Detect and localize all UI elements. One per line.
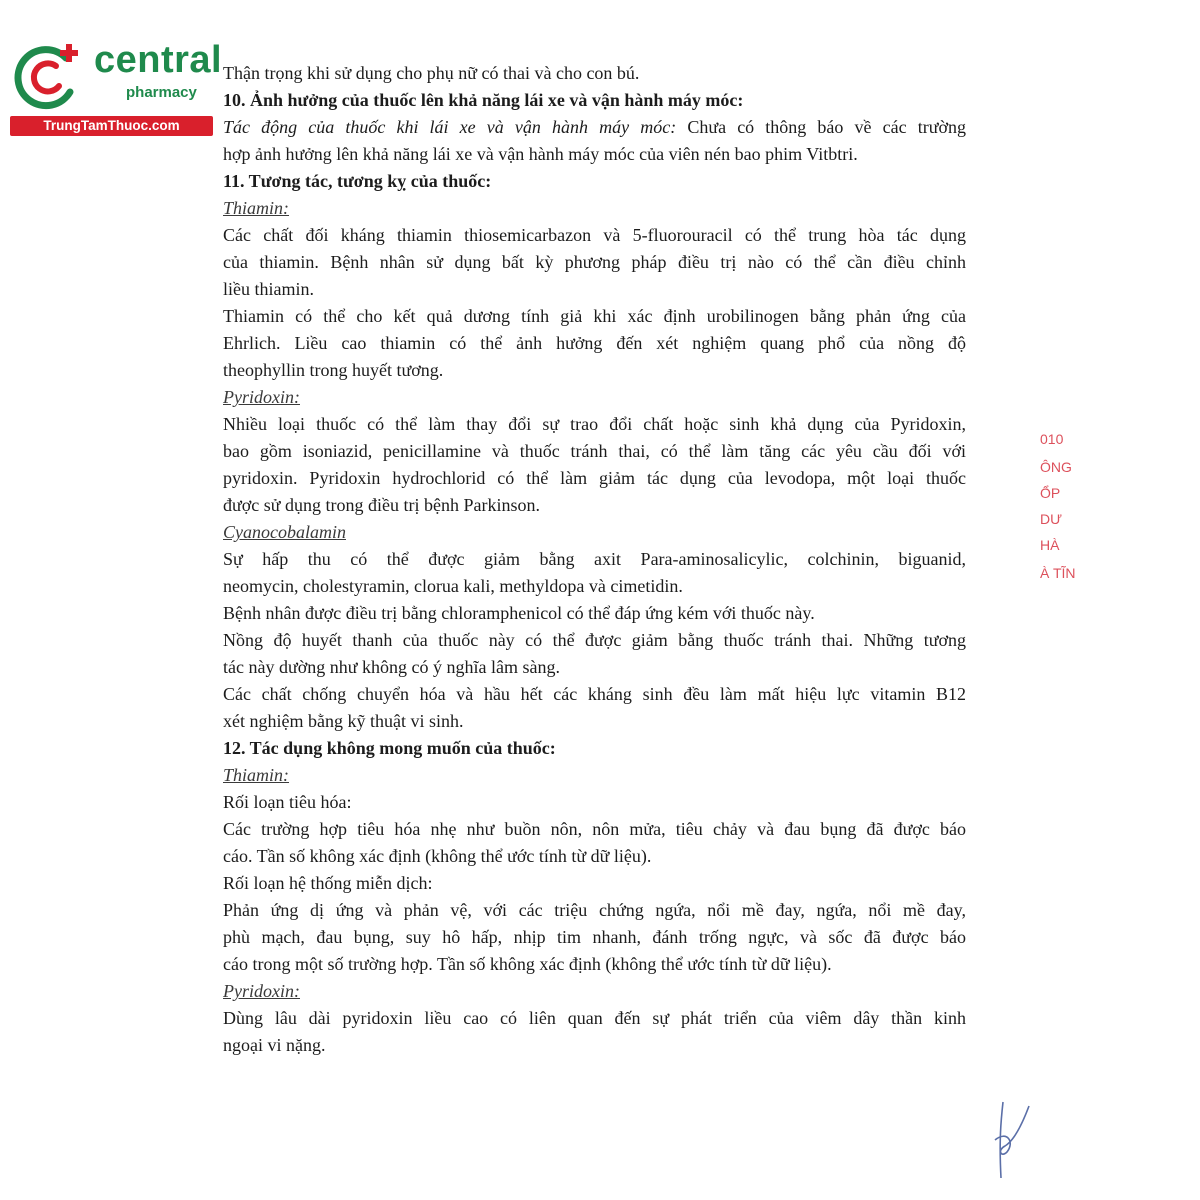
text-line: pyridoxin. Pyridoxin hydrochlorid có thể làm giảm tác dụng của levodopa, một loại thuốc	[223, 468, 966, 488]
text-line: Nhiều loại thuốc có thể làm thay đổi sự trao đổi chất hoặc sinh khả dụng của Pyridoxin,	[223, 414, 966, 434]
text-line: Phản ứng dị ứng và phản vệ, với các triệu chứng ngứa, nổi mề đay, ngứa, nổi mề đay,	[223, 900, 966, 920]
text-line: hợp ảnh hưởng lên khả năng lái xe và vận hành máy móc của viên nén bao phim Vitbtri.	[223, 144, 858, 164]
text-line: phù mạch, đau bụng, suy hô hấp, nhịp tim nhanh, đánh trống ngực, và sốc đã được báo	[223, 927, 966, 947]
italic-lead: Tác động của thuốc khi lái xe và vận hành máy móc:	[223, 117, 677, 137]
text-line: Thận trọng khi sử dụng cho phụ nữ có thai và cho con bú.	[223, 63, 640, 83]
logo-site-badge: TrungTamThuoc.com	[10, 116, 213, 136]
section-heading: 11. Tương tác, tương kỵ của thuốc:	[223, 171, 492, 191]
text-line: theophyllin trong huyết tương.	[223, 360, 444, 380]
section-heading: 10. Ảnh hưởng của thuốc lên khả năng lái xe và vận hành máy móc:	[223, 90, 744, 110]
text-line: Dùng lâu dài pyridoxin liều cao có liên quan đến sự phát triển của viêm dây thần kinh	[223, 1008, 966, 1028]
logo-brand-text: central	[94, 39, 223, 81]
logo-sub-text: pharmacy	[126, 84, 197, 101]
text-line: Rối loạn tiêu hóa:	[223, 792, 352, 812]
text-line: ngoại vi nặng.	[223, 1035, 326, 1055]
text-line: Các trường hợp tiêu hóa nhẹ như buồn nôn, nôn mửa, tiêu chảy và đau bụng đã được báo	[223, 819, 966, 839]
text-line: xét nghiệm bằng kỹ thuật vi sinh.	[223, 711, 464, 731]
stamp-fragment: 010	[1040, 431, 1064, 447]
subsection-label: Cyanocobalamin	[223, 522, 346, 542]
text-line: Bệnh nhân được điều trị bằng chloramphenicol có thể đáp ứng kém với thuốc này.	[223, 603, 815, 623]
text-line: Ehrlich. Liều cao thiamin có thể ảnh hưởng đến xét nghiệm quang phổ của nồng độ	[223, 333, 966, 353]
text-line: Sự hấp thu có thể được giảm bằng axit Para-aminosalicylic, colchinin, biguanid,	[223, 549, 966, 569]
document-body	[223, 60, 966, 1059]
central-pharmacy-logo	[8, 38, 223, 138]
text-line: cáo. Tần số không xác định (không thể ước tính từ dữ liệu).	[223, 846, 652, 866]
text-line: Rối loạn hệ thống miễn dịch:	[223, 873, 433, 893]
text-line: Thiamin có thể cho kết quả dương tính giả khi xác định urobilinogen bằng phản ứng của	[223, 306, 966, 326]
text-line: Nồng độ huyết thanh của thuốc này có thể được giảm bằng thuốc tránh thai. Những tương	[223, 630, 966, 650]
subsection-label: Pyridoxin:	[223, 387, 300, 407]
text-line: được sử dụng trong điều trị bệnh Parkinson.	[223, 495, 540, 515]
stamp-fragment: À TĨN	[1040, 565, 1076, 581]
subsection-label: Thiamin:	[223, 765, 290, 785]
subsection-label: Pyridoxin:	[223, 981, 300, 1001]
text-line: bao gồm isoniazid, penicillamine và thuốc tránh thai, có thể làm tăng các yêu cầu đối với	[223, 441, 966, 461]
subsection-label: Thiamin:	[223, 198, 290, 218]
text-line: cáo trong một số trường hợp. Tần số không xác định (không thể ước tính từ dữ liệu).	[223, 954, 832, 974]
text-line: Các chất chống chuyển hóa và hầu hết các kháng sinh đều làm mất hiệu lực vitamin B12	[223, 684, 966, 704]
text-line: neomycin, cholestyramin, clorua kali, methyldopa và cimetidin.	[223, 576, 683, 596]
text-line: của thiamin. Bệnh nhân sử dụng bất kỳ phương pháp điều trị nào có thể cần điều chỉnh	[223, 252, 966, 272]
stamp-fragment: ÔNG	[1040, 459, 1072, 475]
line-text: Chưa có thông báo về các trường	[676, 117, 966, 137]
stamp-fragment: HÀ	[1040, 537, 1060, 553]
text-line: Các chất đối kháng thiamin thiosemicarbazon và 5-fluorouracil có thể trung hòa tác dụng	[223, 225, 966, 245]
stamp-fragment: DƯ	[1040, 511, 1063, 527]
stamp-fragment: ỔP	[1040, 485, 1061, 501]
section-heading: 12. Tác dụng không mong muốn của thuốc:	[223, 738, 556, 758]
signature-mark	[985, 1100, 1035, 1180]
text-line	[223, 114, 966, 141]
central-logo-icon	[12, 40, 84, 112]
red-seal-stamp	[1036, 425, 1076, 605]
text-line: tác này dường như không có ý nghĩa lâm sàng.	[223, 657, 560, 677]
text-line: liều thiamin.	[223, 279, 314, 299]
